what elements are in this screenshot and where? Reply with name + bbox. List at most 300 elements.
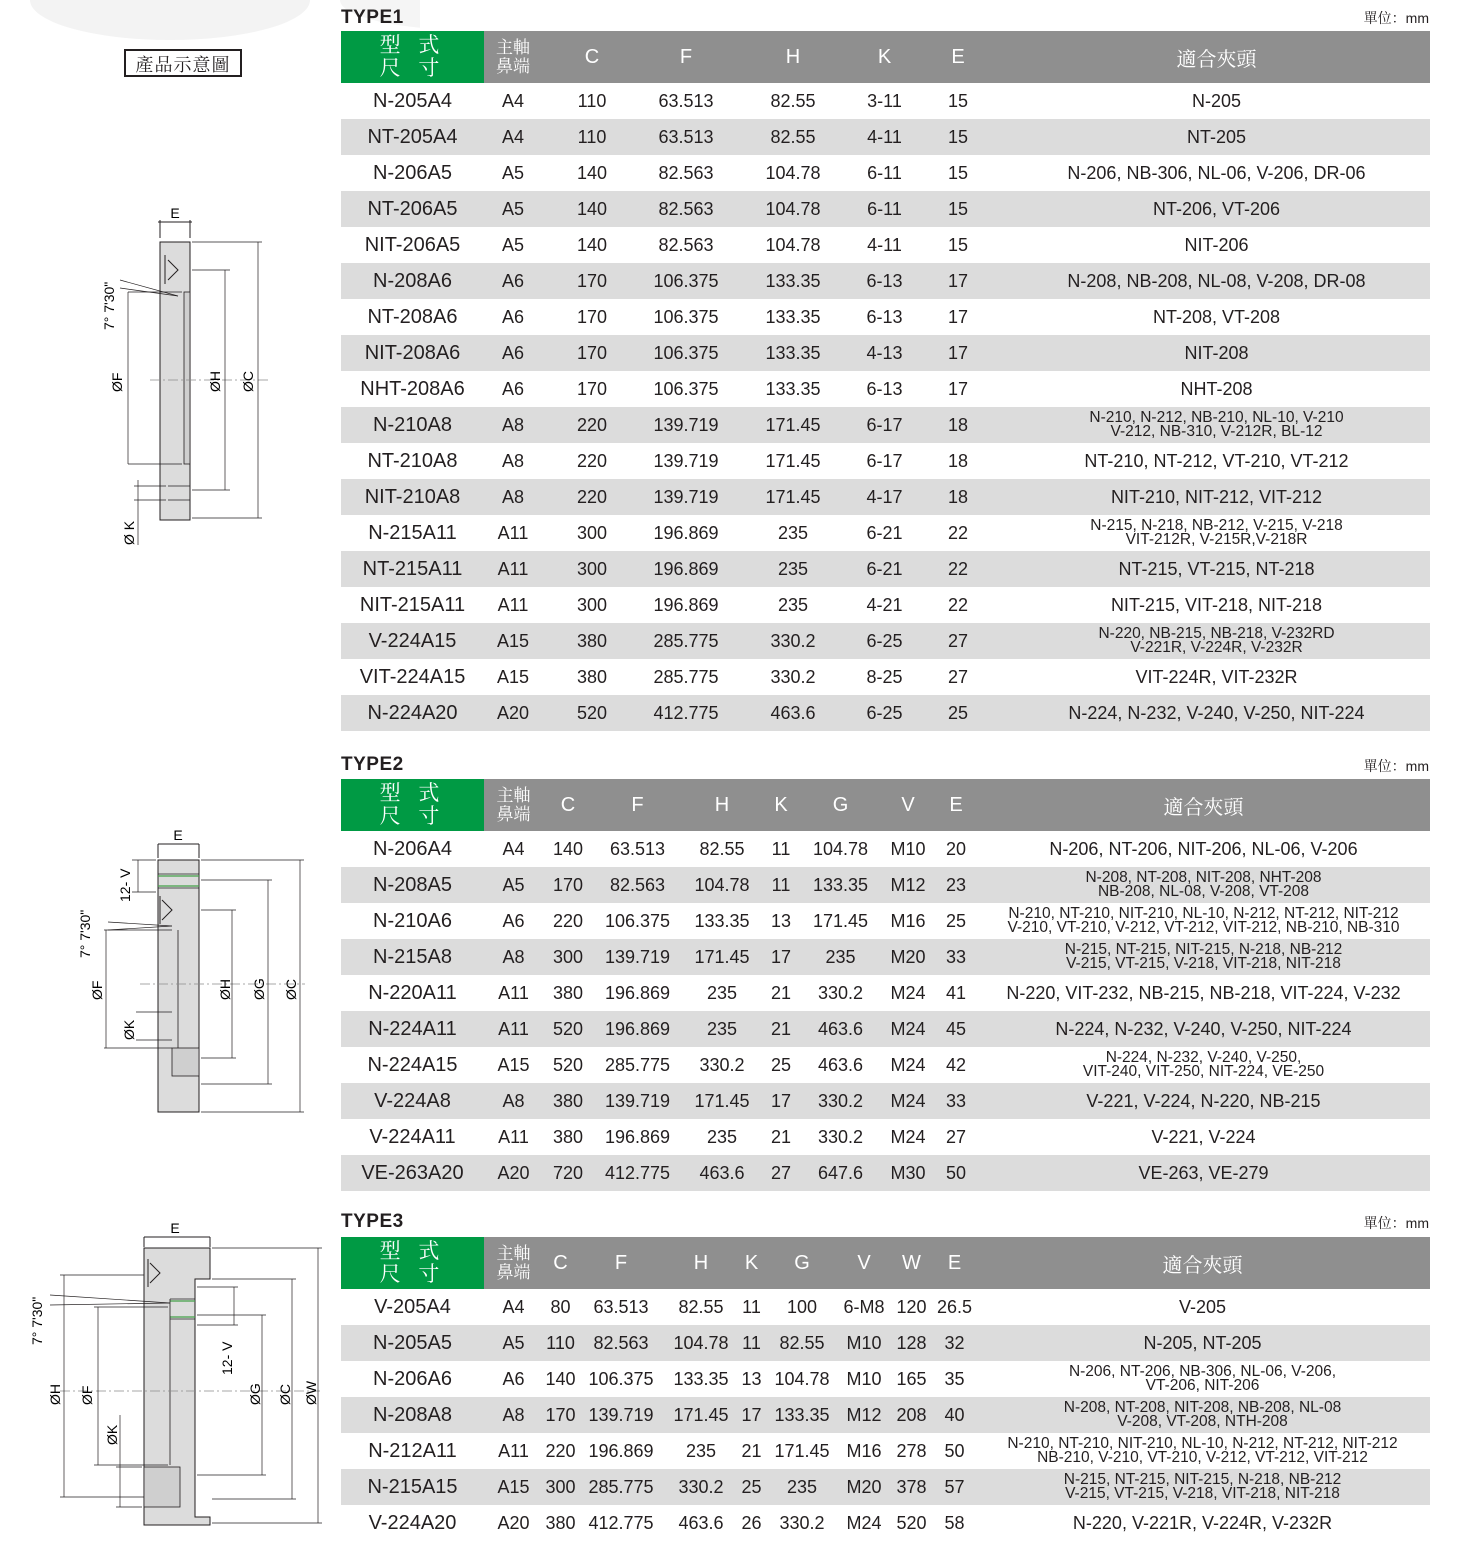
- cell-c: 380: [576, 666, 608, 687]
- cell-e: 22: [913, 551, 1003, 587]
- cell-f: 82.563: [642, 191, 730, 227]
- cell-model: N-224A15: [367, 1053, 458, 1076]
- cell-k: 13: [741, 1368, 762, 1389]
- cell-c: 380: [552, 1126, 584, 1147]
- table-row: [341, 371, 1430, 407]
- cell-fit-line: V-221, V-224: [1151, 1126, 1256, 1147]
- cell-k: 21: [770, 982, 792, 1003]
- header-col-k: K: [762, 779, 800, 831]
- type1-label-f: ØF: [109, 372, 125, 392]
- cell-k: 6-13: [866, 306, 903, 327]
- cell-fit: [975, 1325, 1430, 1361]
- cell-c: 140: [542, 191, 642, 227]
- cell-spindle: A6: [484, 263, 542, 299]
- table-row: [341, 443, 1430, 479]
- cell-fit-line: VIT-224R, VIT-232R: [1135, 666, 1298, 687]
- cell-e: 17: [913, 335, 1003, 371]
- cell-e: 41: [945, 982, 967, 1003]
- cell-fit-line: NIT-210, NIT-212, VIT-212: [1110, 486, 1323, 507]
- cell-model: NIT-208A6: [341, 335, 484, 371]
- cell-v: M24: [890, 1126, 926, 1147]
- cell-model: NIT-210A8: [341, 479, 484, 515]
- cell-c: 220: [552, 910, 584, 931]
- table-row: [341, 1289, 1430, 1325]
- cell-f: 285.775: [642, 623, 730, 659]
- cell-e: 25: [913, 695, 1003, 731]
- cell-h: 82.55: [699, 838, 745, 859]
- cell-spindle: A8: [484, 479, 542, 515]
- cell-w: 378: [889, 1469, 934, 1505]
- header-spindle: [484, 779, 543, 831]
- cell-e: 17: [947, 306, 969, 327]
- cell-fit-line: N-220, V-221R, V-224R, V-232R: [1072, 1512, 1333, 1533]
- cell-e: 33: [935, 939, 977, 975]
- cell-fit: [977, 831, 1430, 867]
- cell-g: 104.78: [774, 1368, 830, 1389]
- cell-h: 330.2: [730, 623, 856, 659]
- cell-f: 63.513: [593, 1296, 649, 1317]
- cell-fit-line: N-224, N-232, V-240, V-250,: [1105, 1049, 1302, 1066]
- cell-spindle: A15: [496, 666, 530, 687]
- cell-v: M12: [881, 867, 935, 903]
- header-col-g: G: [800, 779, 881, 831]
- cell-c: 110: [577, 90, 607, 111]
- cell-fit: [1003, 227, 1430, 263]
- cell-k: 8-25: [866, 666, 903, 687]
- cell-h: 171.45: [664, 1397, 738, 1433]
- cell-f: 82.563: [578, 1325, 664, 1361]
- cell-k: 6-25: [856, 623, 913, 659]
- cell-h: 171.45: [682, 939, 762, 975]
- cell-fit: [1003, 407, 1430, 443]
- type3-label-h: ØH: [47, 1384, 63, 1405]
- cell-e: 15: [947, 162, 969, 183]
- cell-g: 171.45: [774, 1440, 830, 1461]
- cell-e: 58: [944, 1512, 965, 1533]
- cell-g: 133.35: [800, 867, 881, 903]
- type1-drawing: [70, 200, 300, 560]
- cell-fit-line: NT-205: [1186, 126, 1247, 147]
- cell-c: 220: [545, 1440, 576, 1461]
- cell-c: 220: [542, 479, 642, 515]
- cell-k: 4-11: [856, 119, 913, 155]
- cell-k: 21: [762, 1011, 800, 1047]
- cell-fit-line: NT-210, NT-212, VT-210, VT-212: [1084, 450, 1349, 471]
- header-spindle-line: 主軸: [496, 38, 530, 57]
- header-col-f: F: [593, 779, 682, 831]
- type2-label-k: ØK: [121, 1019, 137, 1040]
- cell-f: 285.775: [653, 666, 719, 687]
- cell-fit: [1003, 335, 1430, 371]
- table-row: [341, 1083, 1430, 1119]
- cell-model: N-220A11: [368, 981, 457, 1004]
- cell-g: 463.6: [800, 1011, 881, 1047]
- table-row: [341, 939, 1430, 975]
- type2-body: [341, 831, 1430, 1191]
- cell-k: 6-25: [856, 695, 913, 731]
- cell-k: 3-11: [867, 90, 902, 111]
- type2-label-v: 12- V: [117, 868, 133, 902]
- cell-model: V-224A15: [341, 623, 484, 659]
- cell-h: 330.2: [664, 1469, 738, 1505]
- cell-model: NIT-215A11: [359, 593, 466, 616]
- cell-fit-line: N-215, NT-215, NIT-215, N-218, NB-212: [1063, 1471, 1342, 1488]
- cell-model: N-206A5: [373, 161, 452, 184]
- table-row: [341, 479, 1430, 515]
- cell-fit-line: NIT-215, VIT-218, NIT-218: [1110, 594, 1323, 615]
- cell-spindle: A5: [484, 191, 542, 227]
- cell-k: 4-21: [866, 594, 903, 615]
- cell-h: 82.55: [678, 1296, 724, 1317]
- cell-f: 106.375: [588, 1368, 654, 1389]
- type1-header-row: [341, 31, 1430, 83]
- cell-fit: [977, 903, 1430, 939]
- cell-g: 133.35: [765, 1397, 839, 1433]
- cell-e: 20: [945, 838, 967, 859]
- cell-h: 235: [730, 551, 856, 587]
- table-row: [341, 1433, 1430, 1469]
- table-row: [341, 551, 1430, 587]
- cell-v: M20: [839, 1469, 889, 1505]
- cell-f: 106.375: [653, 378, 719, 399]
- cell-f: 412.775: [593, 1155, 682, 1191]
- cell-h: 133.35: [673, 1368, 729, 1389]
- cell-c: 220: [542, 407, 642, 443]
- cell-fit: [1003, 623, 1430, 659]
- cell-spindle: A8: [501, 450, 525, 471]
- table-row: [341, 1011, 1430, 1047]
- cell-k: 4-13: [856, 335, 913, 371]
- header-model: [341, 31, 484, 83]
- cell-f: 412.775: [642, 695, 730, 731]
- cell-fit: [975, 1361, 1430, 1397]
- header-col-h: H: [664, 1237, 738, 1289]
- header-col-e: E: [934, 1237, 975, 1289]
- type1-label-h: ØH: [207, 371, 223, 392]
- cell-fit-line: VIT-212R, V-215R,V-218R: [1125, 531, 1308, 548]
- type3-drawing: [20, 1215, 330, 1535]
- cell-c: 380: [545, 1512, 576, 1533]
- cell-fit-line: V-212, NB-310, V-212R, BL-12: [1110, 423, 1323, 440]
- header-spindle: [484, 1237, 543, 1289]
- cell-h: 330.2: [770, 666, 816, 687]
- cell-h: 171.45: [682, 1083, 762, 1119]
- table-row: [341, 335, 1430, 371]
- cell-model: N-224A20: [341, 695, 484, 731]
- cell-fit-line: N-210, NT-210, NIT-210, NL-10, N-212, NT-212, NIT-212: [1007, 1435, 1398, 1452]
- cell-k: 25: [770, 1054, 792, 1075]
- cell-f: 139.719: [642, 479, 730, 515]
- cell-fit-line: N-220, NB-215, NB-218, V-232RD: [1098, 625, 1335, 642]
- cell-spindle: A5: [484, 867, 543, 903]
- cell-spindle: A5: [484, 1325, 543, 1361]
- cell-spindle: A15: [497, 1054, 530, 1075]
- cell-e: 50: [944, 1440, 965, 1461]
- cell-c: 80: [550, 1296, 571, 1317]
- cell-g: 330.2: [817, 982, 864, 1003]
- header-spindle: [484, 31, 542, 83]
- type2-header-row: [341, 779, 1430, 831]
- cell-f: 139.719: [653, 450, 719, 471]
- cell-f: 412.775: [588, 1512, 654, 1533]
- cell-g: 330.2: [817, 1126, 864, 1147]
- cell-h: 133.35: [765, 378, 821, 399]
- cell-v: M10: [846, 1368, 882, 1389]
- cell-fit-line: V-208, VT-208, NTH-208: [1117, 1413, 1288, 1430]
- cell-k: 25: [738, 1469, 765, 1505]
- cell-fit-line: NT-206, VT-206: [1152, 198, 1281, 219]
- cell-spindle: A5: [501, 234, 525, 255]
- cell-c: 170: [542, 335, 642, 371]
- cell-h: 235: [777, 522, 809, 543]
- cell-model: N-215A15: [341, 1469, 484, 1505]
- cell-c: 170: [543, 1397, 578, 1433]
- cell-f: 106.375: [653, 306, 719, 327]
- cell-k: 6-13: [856, 263, 913, 299]
- cell-k: 27: [762, 1155, 800, 1191]
- cell-model: N-215A11: [368, 521, 457, 544]
- cell-fit-line: NB-210, V-210, VT-210, V-212, VT-212, VIT-212: [1037, 1449, 1368, 1466]
- table-row: [341, 623, 1430, 659]
- type2-label-angle: 7° 7'30": [77, 909, 93, 958]
- cell-h: 171.45: [730, 407, 856, 443]
- cell-c: 140: [576, 234, 608, 255]
- cell-e: 15: [947, 234, 969, 255]
- cell-spindle: A8: [484, 939, 543, 975]
- cell-fit: [1003, 443, 1430, 479]
- table-row: [341, 1325, 1430, 1361]
- type1-label-e: E: [170, 205, 180, 221]
- header-model-line: 型 式: [379, 1240, 446, 1263]
- cell-h: 235: [706, 982, 738, 1003]
- cell-fit-line: N-224, N-232, V-240, V-250, NIT-224: [1068, 702, 1365, 723]
- cell-h: 104.78: [664, 1325, 738, 1361]
- cell-fit: [1003, 299, 1430, 335]
- cell-fit: [1003, 155, 1430, 191]
- cell-f: 106.375: [604, 910, 671, 931]
- header-col-e: E: [935, 779, 977, 831]
- cell-c: 380: [542, 623, 642, 659]
- table-row: [341, 1155, 1430, 1191]
- cell-e: 32: [934, 1325, 975, 1361]
- table-row: [341, 299, 1430, 335]
- cell-fit: [975, 1433, 1430, 1469]
- type3-body: [341, 1289, 1430, 1541]
- type1-unit: 單位：mm: [1363, 10, 1429, 26]
- cell-v: M16: [846, 1440, 882, 1461]
- cell-k: 26: [741, 1512, 762, 1533]
- cell-e: 45: [935, 1011, 977, 1047]
- cell-c: 520: [552, 1054, 584, 1075]
- cell-f: 196.869: [604, 1126, 671, 1147]
- header-model-line: 型 式: [379, 34, 446, 57]
- cell-spindle: A8: [484, 1397, 543, 1433]
- cell-f: 82.563: [658, 162, 714, 183]
- cell-e: 50: [935, 1155, 977, 1191]
- cell-model: V-224A20: [368, 1511, 457, 1534]
- cell-f: 82.563: [658, 234, 714, 255]
- cell-model: V-224A8: [341, 1083, 484, 1119]
- table-row: [341, 831, 1430, 867]
- cell-v: M30: [881, 1155, 935, 1191]
- table-row: [341, 903, 1430, 939]
- table-row: [341, 1047, 1430, 1083]
- type1-label-c: ØC: [240, 371, 256, 392]
- cell-spindle: A11: [484, 1011, 543, 1047]
- header-col-f: F: [578, 1237, 664, 1289]
- cell-fit-line: V-215, VT-215, V-218, VIT-218, NIT-218: [1065, 1485, 1340, 1502]
- cell-h: 82.55: [770, 90, 816, 111]
- cell-k: 6-11: [867, 162, 902, 183]
- cell-spindle: A8: [484, 407, 542, 443]
- cell-fit-line: N-208, NT-208, NIT-208, NHT-208: [1085, 869, 1322, 886]
- cell-c: 170: [576, 378, 608, 399]
- cell-model: NT-205A4: [341, 119, 484, 155]
- cell-spindle: A11: [498, 1440, 529, 1461]
- cell-k: 6-17: [856, 407, 913, 443]
- cell-v: M10: [890, 838, 926, 859]
- cell-f: 82.563: [593, 867, 682, 903]
- cell-v: M24: [890, 1054, 926, 1075]
- cell-model: NT-215A11: [341, 551, 484, 587]
- cell-k: 11: [738, 1325, 765, 1361]
- cell-fit: [1003, 83, 1430, 119]
- type3-title: TYPE3: [341, 1211, 404, 1232]
- cell-c: 520: [543, 1011, 593, 1047]
- cell-fit: [977, 975, 1430, 1011]
- cell-v: 6-M8: [843, 1296, 885, 1317]
- cell-fit-line: V-221R, V-224R, V-232R: [1130, 639, 1303, 656]
- cell-e: 18: [947, 450, 969, 471]
- table-row: [341, 1397, 1430, 1433]
- cell-w: 120: [896, 1296, 927, 1317]
- cell-model: N-210A8: [341, 407, 484, 443]
- cell-spindle: A4: [484, 119, 542, 155]
- cell-h: 133.35: [765, 306, 821, 327]
- cell-fit: [977, 1083, 1430, 1119]
- cell-k: 6-21: [856, 551, 913, 587]
- cell-fit-line: N-210, NT-210, NIT-210, NL-10, N-212, NT-212, NIT-212: [1008, 905, 1399, 922]
- cell-e: 33: [935, 1083, 977, 1119]
- cell-g: 104.78: [812, 838, 869, 859]
- type2-label-f: ØF: [89, 980, 105, 1000]
- header-col-h: H: [730, 31, 856, 83]
- cell-fit: [977, 1119, 1430, 1155]
- cell-v: M24: [881, 1011, 935, 1047]
- cell-e: 18: [913, 479, 1003, 515]
- cell-h: 104.78: [682, 867, 762, 903]
- cell-h: 82.55: [730, 119, 856, 155]
- table-row: [341, 1469, 1430, 1505]
- table-row: [341, 155, 1430, 191]
- cell-g: 82.55: [765, 1325, 839, 1361]
- cell-e: 40: [934, 1397, 975, 1433]
- cell-model: N-208A5: [341, 867, 484, 903]
- cell-fit-line: V-221, V-224, N-220, NB-215: [1086, 1090, 1321, 1111]
- cell-e: 35: [944, 1368, 965, 1389]
- cell-e: 27: [913, 623, 1003, 659]
- cell-c: 220: [576, 450, 608, 471]
- cell-e: 27: [945, 1126, 967, 1147]
- cell-k: 4-11: [867, 234, 902, 255]
- cell-f: 196.869: [653, 594, 719, 615]
- type3-label-v: 12- V: [219, 1341, 235, 1375]
- type1-title: TYPE1: [341, 7, 404, 28]
- cell-k: 6-17: [866, 450, 903, 471]
- cell-h: 104.78: [730, 191, 856, 227]
- cell-spindle: A6: [502, 910, 525, 931]
- type1-label-k: Ø K: [121, 520, 137, 545]
- cell-fit-line: N-215, N-218, NB-212, V-215, V-218: [1090, 517, 1343, 534]
- cell-fit: [1003, 479, 1430, 515]
- cell-h: 330.2: [699, 1054, 745, 1075]
- table-row: [341, 1361, 1430, 1397]
- cell-model: N-208A8: [341, 1397, 484, 1433]
- header-model: [341, 779, 484, 831]
- type2-unit: 單位：mm: [1363, 758, 1429, 774]
- cell-fit: [1003, 371, 1430, 407]
- cell-f: 285.775: [578, 1469, 664, 1505]
- cell-spindle: A20: [484, 1155, 543, 1191]
- header-model-line: 型 式: [379, 782, 446, 805]
- cell-h: 104.78: [765, 162, 821, 183]
- cell-spindle: A4: [501, 90, 525, 111]
- header-col-g: G: [765, 1237, 839, 1289]
- cell-k: 11: [762, 867, 800, 903]
- table-row: [341, 407, 1430, 443]
- type3-label-e: E: [170, 1220, 180, 1236]
- cell-fit-line: N-220, VIT-232, NB-215, NB-218, VIT-224, V-232: [1006, 982, 1401, 1003]
- cell-model: NIT-206A5: [364, 233, 461, 256]
- cell-c: 380: [552, 982, 584, 1003]
- header-fit: 適合夾頭: [977, 779, 1430, 831]
- header-col-c: C: [542, 31, 642, 83]
- type2-label-g: ØG: [251, 978, 267, 1000]
- cell-fit: [1003, 659, 1430, 695]
- cell-h: 235: [682, 1011, 762, 1047]
- table-row: [341, 867, 1430, 903]
- cell-model: N-205A4: [373, 89, 452, 112]
- cell-model: NHT-208A6: [360, 377, 465, 400]
- table-row: [341, 1119, 1430, 1155]
- cell-e: 57: [934, 1469, 975, 1505]
- header-spindle-line: 主軸: [496, 786, 531, 805]
- cell-c: 300: [543, 1469, 578, 1505]
- cell-f: 63.513: [642, 119, 730, 155]
- cell-fit: [975, 1469, 1430, 1505]
- table-row: [341, 263, 1430, 299]
- cell-fit-line: NT-215, VT-215, NT-218: [1118, 558, 1315, 579]
- cell-k: 11: [771, 838, 791, 859]
- header-spindle-line: 鼻端: [496, 1263, 531, 1282]
- cell-f: 139.719: [593, 939, 682, 975]
- cell-c: 110: [542, 119, 642, 155]
- table-row: [341, 227, 1430, 263]
- cell-w: 278: [896, 1440, 927, 1461]
- cell-g: 235: [765, 1469, 839, 1505]
- type1-table: [341, 31, 1430, 731]
- cell-c: 300: [576, 522, 608, 543]
- cell-h: 463.6: [682, 1155, 762, 1191]
- cell-f: 196.869: [642, 551, 730, 587]
- type1-body: [341, 83, 1430, 731]
- cell-spindle: A6: [502, 1368, 525, 1389]
- cell-fit: [977, 1011, 1430, 1047]
- type3-label-angle: 7° 7'30": [29, 1296, 45, 1345]
- table-row: [341, 695, 1430, 731]
- cell-v: M24: [881, 1083, 935, 1119]
- cell-fit-line: N-208, NB-208, NL-08, V-208, DR-08: [1067, 270, 1366, 291]
